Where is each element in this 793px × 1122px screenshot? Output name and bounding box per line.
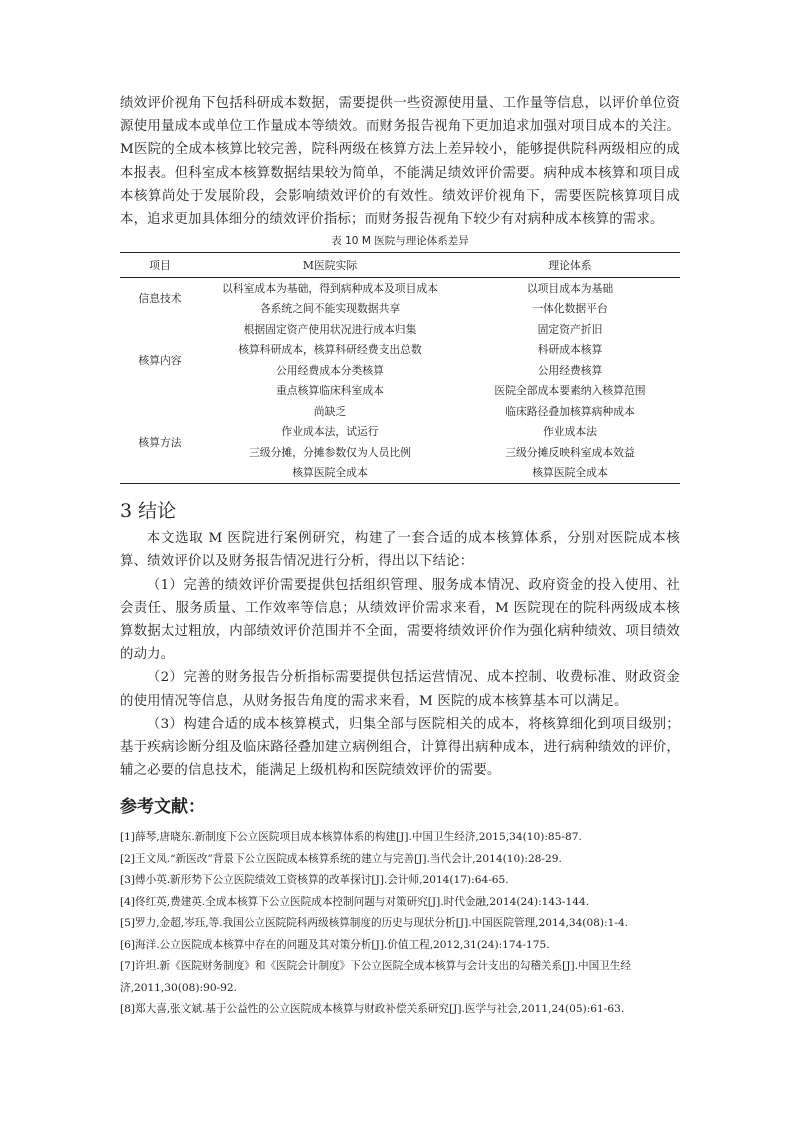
table-row	[120, 401, 680, 422]
reference-item: [5]罗力,金超,岑珏,等.我国公立医院院科两级核算制度的历史与现状分析[J].中国医院管理,2014,34(08):1-4.	[120, 917, 629, 930]
table-row	[120, 340, 680, 361]
table-row	[120, 319, 680, 340]
theory-cell: 以项目成本为基础	[526, 281, 614, 295]
m-hospital-cell: 重点核算临床科室成本	[276, 384, 384, 398]
table-row	[120, 360, 680, 381]
reference-item: [8]郑大喜,张文斌.基于公益性的公立医院成本核算与财政补偿关系研究[J].医学与社会,2011,24(05):61-63.	[120, 1003, 625, 1016]
category-cell: 核算方法	[120, 401, 200, 484]
table-row	[120, 381, 680, 402]
m-hospital-cell: 尚缺乏	[313, 404, 347, 418]
references-heading: 参考文献：	[120, 797, 205, 818]
theory-cell: 临床路径叠加核算病种成本	[505, 404, 635, 418]
header-theory: 理论体系	[460, 253, 680, 278]
header-item: 项目	[120, 253, 200, 278]
m-hospital-cell: 根据固定资产使用状况进行成本归集	[243, 322, 417, 336]
theory-cell: 一体化数据平台	[532, 302, 608, 316]
m-hospital-cell: 公用经费成本分类核算	[276, 363, 384, 377]
category-cell: 核算内容	[138, 353, 182, 367]
m-hospital-cell: 作业成本法，试运行	[281, 425, 379, 439]
table-caption: 表 10 M 医院与理论体系差异	[331, 235, 469, 248]
paper-page	[120, 92, 680, 1021]
table-row	[120, 278, 680, 299]
table-row	[120, 463, 680, 484]
theory-cell: 科研成本核算	[537, 343, 603, 357]
reference-item: [4]佟红英,费建英.全成本核算下公立医院成本控制问题与对策研究[J].时代金融,2014(24):143-144.	[120, 895, 590, 908]
table-row	[120, 299, 680, 320]
reference-item: [3]傅小英.新形势下公立医院绩效工资核算的改革探讨[J].会计师,2014(17):64-65.	[120, 874, 509, 887]
comparison-table	[120, 252, 680, 484]
reference-item: [1]薛琴,唐晓东.新制度下公立医院项目成本核算体系的构建[J].中国卫生经济,2015,34(10):85-87.	[120, 831, 582, 844]
reference-item: [6]海洋.公立医院成本核算中存在的问题及其对策分析[J].价值工程,2012,31(24):174-175.	[120, 938, 550, 951]
theory-cell: 三级分摊反映科室成本效益	[505, 445, 635, 459]
m-hospital-cell: 三级分摊，分摊参数仅为人员比例	[249, 445, 411, 459]
m-hospital-cell: 各系统之间不能实现数据共享	[259, 302, 401, 316]
table-row	[120, 422, 680, 443]
conclusion-paragraph: 本文选取 M 医院进行案例研究，构建了一套合适的成本核算体系，分别对医院成本核算、绩效评价以及财务报告情况进行分析，得出以下结论：	[120, 531, 680, 570]
theory-cell: 公用经费核算	[537, 363, 603, 377]
intro-paragraph: 绩效评价视角下包括科研成本数据，需要提供一些资源使用量、工作量等信息，以评价单位资源使用量成本或单位工作量成本等绩效。而财务报告视角下更加追求加强对项目成本的关注。M医院的全成本核算比较完善，院科两级在核算方法上差异较小，能够提供院科两级相应的成本报表。但科室成本核算数据结果较为简单，不能满足绩效评价需要。病种成本核算和项目成本核算尚处于发展阶段，会影响绩效评价的有效性。绩效评价视角下，需要医院核算项目成本，追求更加具体细分的绩效评价指标；而财务报告视角下较少有对病种成本核算的需求。	[120, 96, 680, 228]
table-header-row	[120, 253, 680, 278]
m-hospital-cell: 核算医院全成本	[200, 463, 460, 484]
reference-item: [2]王文凤.“新医改”背景下公立医院成本核算系统的建立与完善[J].当代会计,2014(10):28-29.	[120, 852, 562, 865]
reference-item: [7]许坦.新《医院财务制度》和《医院会计制度》下公立医院全成本核算与会计支出的勾稽关系[J].中国卫生经济,2011,30(08):90-92.	[120, 960, 631, 994]
conclusion-paragraph: （3）构建合适的成本核算模式，归集全部与医院相关的成本，将核算细化到项目级别；基于疾病诊断分组及临床路径叠加建立病例组合，计算得出病种成本，进行病种绩效的评价，辅之必要的信息技术，能满足上级机构和医院绩效评价的需要。	[120, 716, 680, 779]
category-cell: 信息技术	[138, 292, 182, 306]
m-hospital-cell: 核算科研成本，核算科研经费支出总数	[238, 343, 422, 357]
conclusion-paragraph: （1）完善的绩效评价需要提供包括组织管理、服务成本情况、政府资金的投入使用、社会责任、服务质量、工作效率等信息；从绩效评价需求来看，M 医院现在的院科两级成本核算数据太过粗放，内部绩效评价范围并不全面，需要将绩效评价作为强化病种绩效、项目绩效的动力。	[120, 577, 680, 663]
theory-cell: 核算医院全成本	[460, 463, 680, 484]
conclusion-heading: 3 结论	[120, 500, 177, 523]
m-hospital-cell: 以科室成本为基础，得到病种成本及项目成本	[222, 281, 438, 295]
conclusion-paragraph: （2）完善的财务报告分析指标需要提供包括运营情况、成本控制、收费标准、财政资金的使用情况等信息，从财务报告角度的需求来看，M 医院的成本核算基本可以满足。	[120, 670, 680, 709]
theory-cell: 作业成本法	[543, 425, 597, 439]
theory-cell: 医院全部成本要素纳入核算范围	[494, 384, 646, 398]
header-m-hospital: M医院实际	[200, 253, 460, 278]
theory-cell: 固定资产折旧	[537, 322, 603, 336]
table-row	[120, 442, 680, 463]
